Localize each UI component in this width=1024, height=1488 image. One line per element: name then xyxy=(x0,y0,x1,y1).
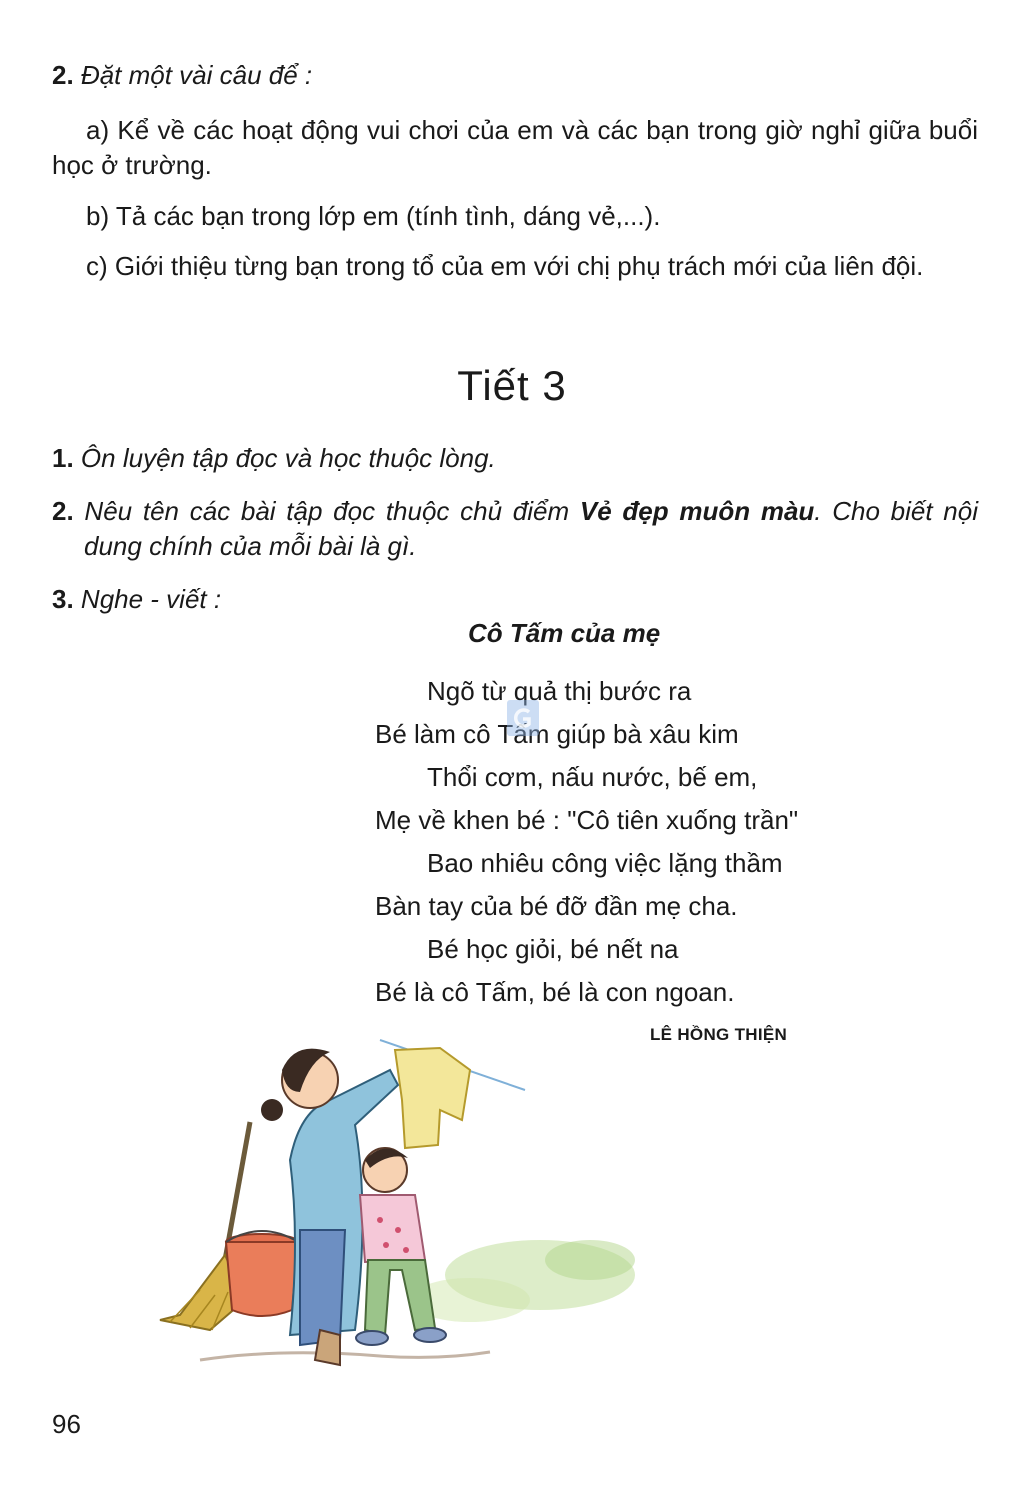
lesson-item-3-number: 3. xyxy=(52,584,74,614)
section-2-prompt xyxy=(52,58,312,93)
lesson-item-3 xyxy=(52,582,221,617)
watermark-logo xyxy=(505,698,541,738)
lesson-item-1 xyxy=(52,441,496,476)
bucket xyxy=(226,1231,298,1316)
laundry-shirt xyxy=(395,1048,470,1148)
lesson-item-1-number: 1. xyxy=(52,443,74,473)
poem-line-5: Bao nhiêu công việc lặng thầm xyxy=(427,848,783,878)
child-figure xyxy=(356,1148,446,1345)
lesson-item-2-pre: Nêu tên các bài tập đọc thuộc chủ điểm xyxy=(84,496,580,526)
poem-line-8: Bé là cô Tấm, bé là con ngoan. xyxy=(375,977,735,1007)
mother-child-illustration xyxy=(140,1030,660,1380)
poem-title: Cô Tấm của mẹ xyxy=(468,618,661,648)
poem-line-4: Mẹ về khen bé : "Cô tiên xuống trần" xyxy=(375,805,799,835)
lesson-item-3-text: Nghe - viết : xyxy=(80,584,222,614)
poem-line-3: Thổi cơm, nấu nước, bế em, xyxy=(427,762,758,792)
section-2-item-a: a) Kể về các hoạt động vui chơi của em và các bạn trong giờ nghỉ giữa buổi học ở trường. xyxy=(52,115,978,181)
lesson-item-2-post: . Cho biết nội dung chính của mỗi bài là gì. xyxy=(84,496,979,562)
lesson-item-2 xyxy=(52,494,978,564)
lesson-item-2-number: 2. xyxy=(52,496,74,526)
section-2-item-c: c) Giới thiệu từng bạn trong tổ của em với chị phụ trách mới của liên đội. xyxy=(86,251,924,281)
lesson-heading: Tiết 3 xyxy=(457,362,567,409)
poem-line-7: Bé học giỏi, bé nết na xyxy=(427,934,679,964)
poem-author: LÊ HỒNG THIỆN xyxy=(650,1025,788,1044)
lesson-item-1-text: Ôn luyện tập đọc và học thuộc lòng. xyxy=(80,443,496,473)
poem-line-2: Bé làm cô Tấm giúp bà xâu kim xyxy=(375,719,739,749)
section-2-number: 2. xyxy=(52,60,74,90)
page-number: 96 xyxy=(52,1409,81,1439)
poem-line-1: Ngõ từ quả thị bước ra xyxy=(427,676,692,706)
poem-line-6: Bàn tay của bé đỡ đần mẹ cha. xyxy=(375,891,738,921)
lesson-item-2-body xyxy=(52,494,978,564)
section-2-text: Đặt một vài câu để : xyxy=(80,60,313,90)
section-2-item-b: b) Tả các bạn trong lớp em (tính tình, dáng vẻ,...). xyxy=(86,201,661,231)
lesson-item-2-topic: Vẻ đẹp muôn màu xyxy=(579,496,815,526)
